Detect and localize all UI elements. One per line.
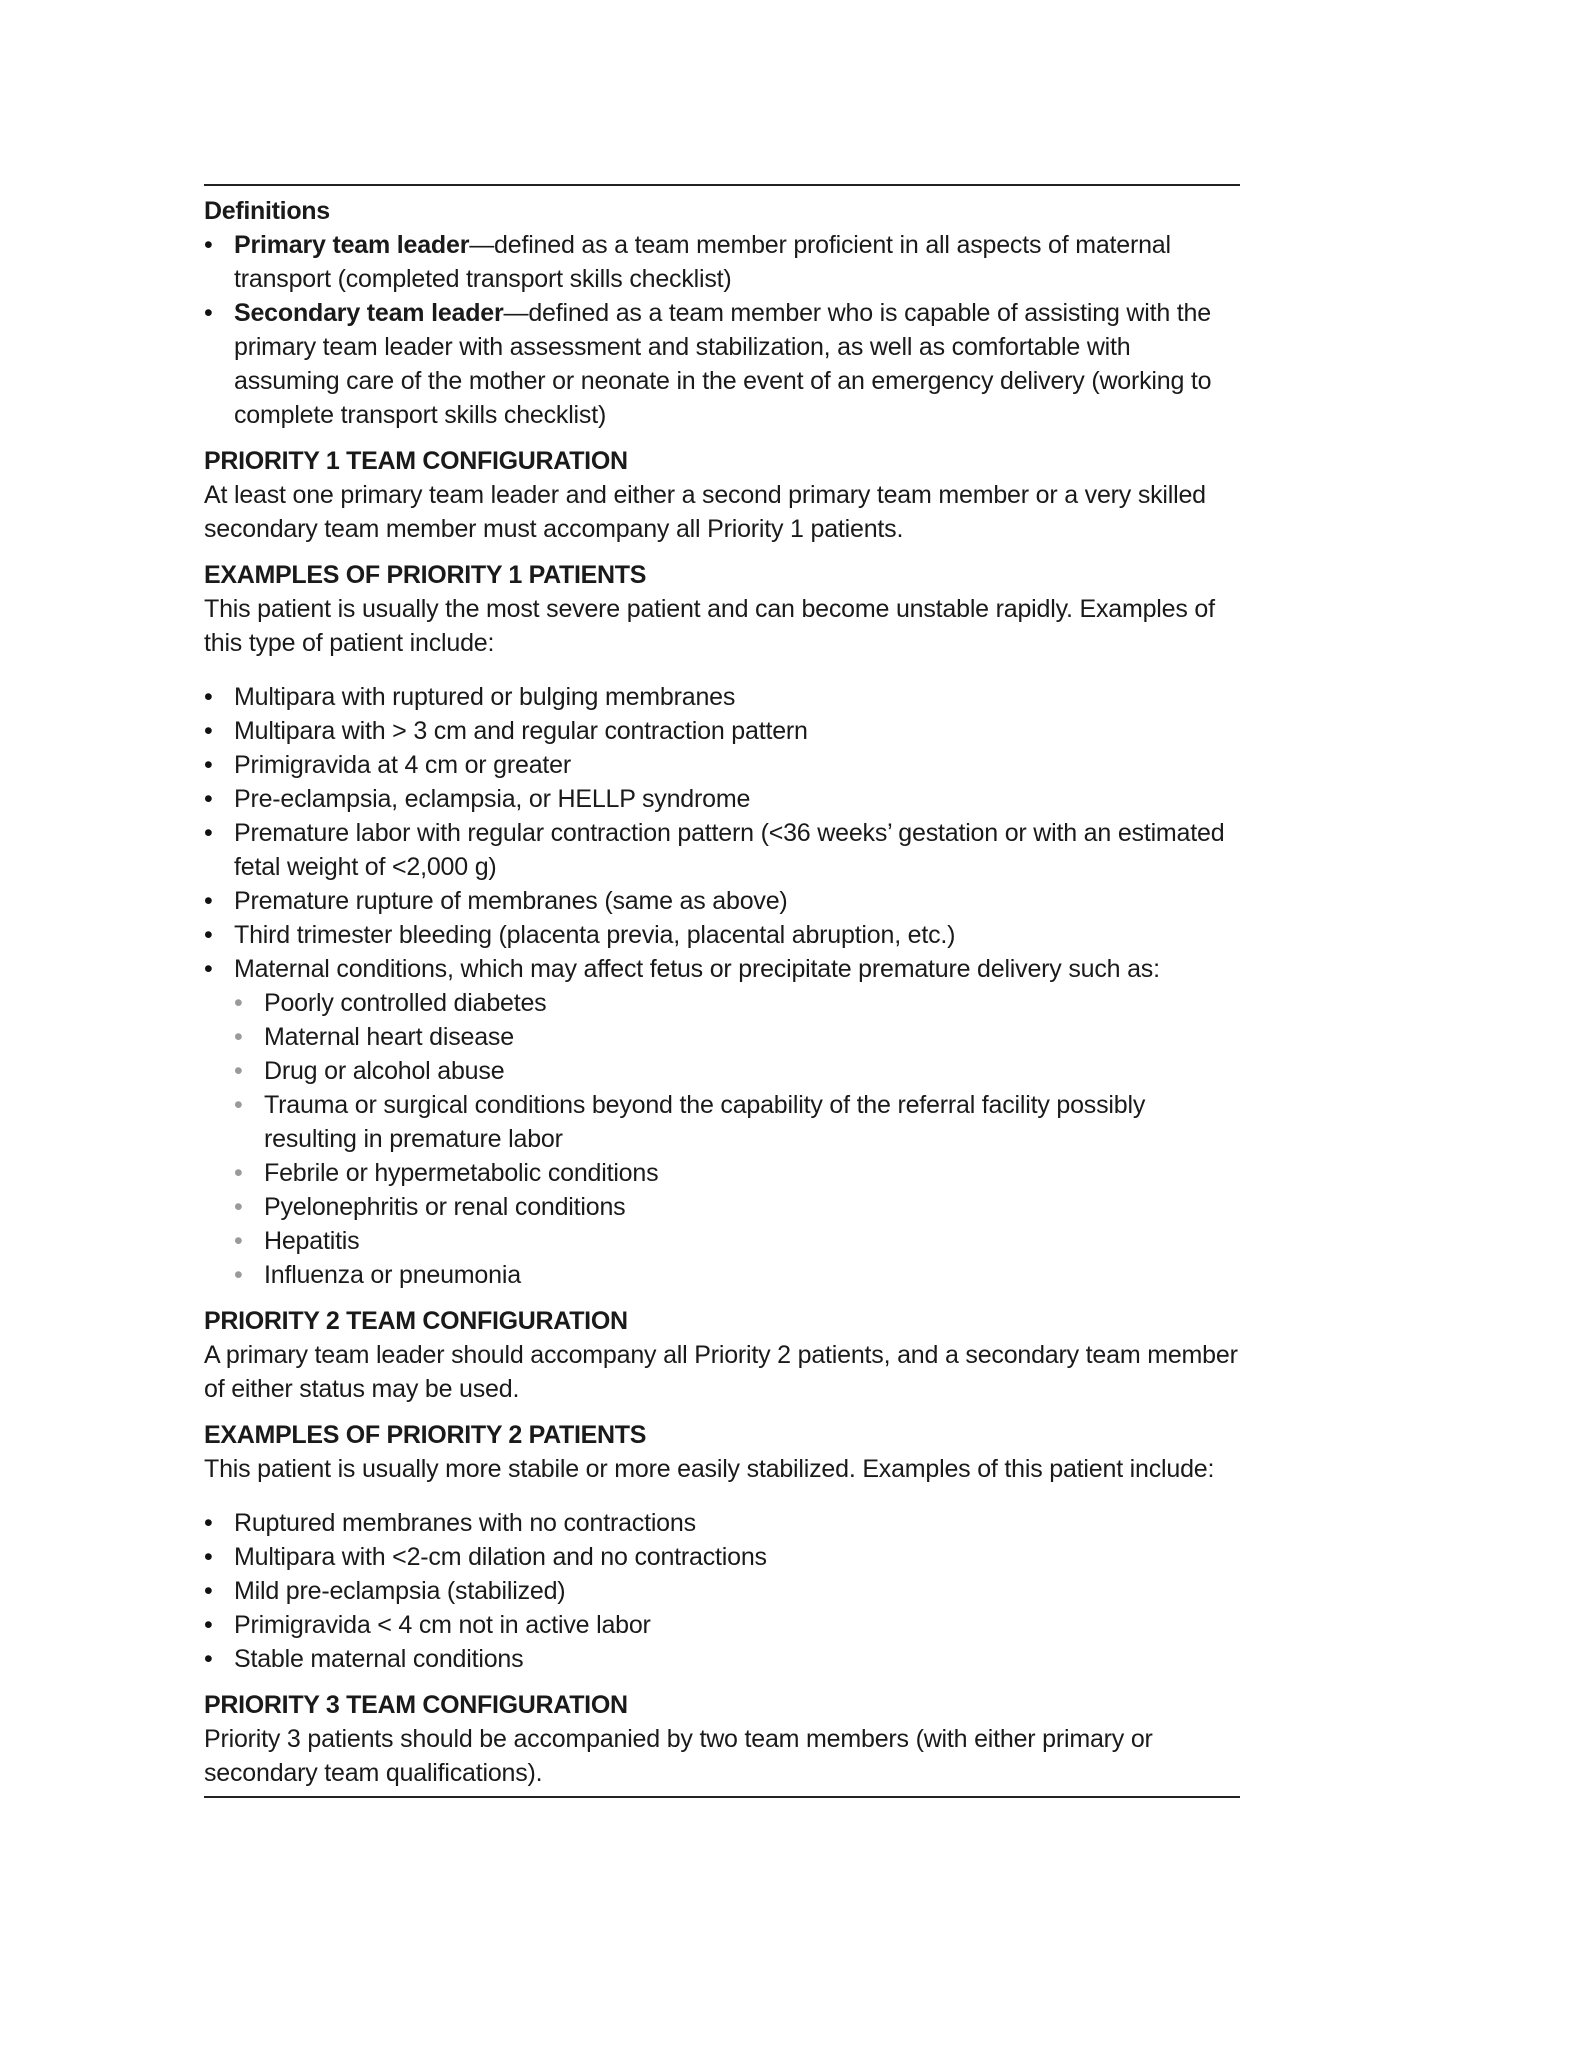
list-item bbox=[204, 1506, 1240, 1540]
definition-text: —defined as a team member proficient in all aspects of maternal transport (completed transport skills checklist) bbox=[234, 231, 1171, 293]
sub-list-item-text: Poorly controlled diabetes bbox=[264, 989, 547, 1017]
sub-list-item-text: Drug or alcohol abuse bbox=[264, 1057, 505, 1085]
definition-item bbox=[204, 228, 1240, 296]
priority-2-examples-intro: This patient is usually more stabile or more easily stabilized. Examples of this patient include: bbox=[204, 1455, 1215, 1483]
top-rule bbox=[204, 184, 1240, 186]
list-item-text: Primigravida at 4 cm or greater bbox=[234, 751, 571, 779]
sub-bullet-icon: • bbox=[234, 1091, 243, 1119]
list-item-text: Primigravida < 4 cm not in active labor bbox=[234, 1611, 651, 1639]
bullet-icon: • bbox=[204, 1543, 213, 1571]
list-item-text: Premature rupture of membranes (same as above) bbox=[234, 887, 788, 915]
bullet-icon: • bbox=[204, 683, 213, 711]
list-item bbox=[204, 884, 1240, 918]
list-item-text: Ruptured membranes with no contractions bbox=[234, 1509, 696, 1537]
list-item-text: Multipara with ruptured or bulging membranes bbox=[234, 683, 736, 711]
bullet-icon: • bbox=[204, 1645, 213, 1673]
sub-list-item bbox=[204, 1224, 1240, 1258]
priority-2-config-heading: PRIORITY 2 TEAM CONFIGURATION bbox=[204, 1307, 628, 1335]
sub-list-item-text: Pyelonephritis or renal conditions bbox=[264, 1193, 626, 1221]
bullet-icon: • bbox=[204, 1611, 213, 1639]
bullet-icon: • bbox=[204, 887, 213, 915]
sub-list-item-text: Febrile or hypermetabolic conditions bbox=[264, 1159, 659, 1187]
definitions-list bbox=[204, 228, 1240, 432]
priority-1-config-heading: PRIORITY 1 TEAM CONFIGURATION bbox=[204, 447, 628, 475]
sub-list-item bbox=[204, 1156, 1240, 1190]
priority-1-examples-heading: EXAMPLES OF PRIORITY 1 PATIENTS bbox=[204, 561, 647, 589]
sub-list-item bbox=[204, 1054, 1240, 1088]
bullet-icon: • bbox=[204, 955, 213, 983]
priority-2-config-text: A primary team leader should accompany all Priority 2 patients, and a secondary team member of either status may be used. bbox=[204, 1341, 1238, 1403]
list-item bbox=[204, 1574, 1240, 1608]
list-item bbox=[204, 952, 1240, 986]
list-item bbox=[204, 918, 1240, 952]
sub-list-item bbox=[204, 1020, 1240, 1054]
list-item-text: Stable maternal conditions bbox=[234, 1645, 524, 1673]
definitions-heading: Definitions bbox=[204, 197, 330, 225]
bullet-icon: • bbox=[204, 299, 213, 327]
bullet-icon: • bbox=[204, 1577, 213, 1605]
sub-bullet-icon: • bbox=[234, 989, 243, 1017]
list-item bbox=[204, 748, 1240, 782]
list-item-text: Third trimester bleeding (placenta previa, placental abruption, etc.) bbox=[234, 921, 956, 949]
sub-list-item-text: Influenza or pneumonia bbox=[264, 1261, 521, 1289]
sub-bullet-icon: • bbox=[234, 1227, 243, 1255]
bullet-icon: • bbox=[204, 751, 213, 779]
list-item bbox=[204, 714, 1240, 748]
list-item bbox=[204, 1540, 1240, 1574]
bullet-icon: • bbox=[204, 1509, 213, 1537]
sub-bullet-icon: • bbox=[234, 1057, 243, 1085]
bottom-rule bbox=[204, 1796, 1240, 1798]
list-item bbox=[204, 1642, 1240, 1676]
sub-bullet-icon: • bbox=[234, 1261, 243, 1289]
priority-2-examples-list bbox=[204, 1506, 1240, 1676]
sub-list-item-text: Maternal heart disease bbox=[264, 1023, 514, 1051]
document-page bbox=[204, 184, 1240, 1798]
sub-list-item bbox=[204, 1258, 1240, 1292]
sub-bullet-icon: • bbox=[234, 1193, 243, 1221]
definition-term: Primary team leader bbox=[234, 231, 470, 259]
sub-list-item bbox=[204, 1088, 1240, 1156]
list-item bbox=[204, 782, 1240, 816]
bullet-icon: • bbox=[204, 717, 213, 745]
bullet-icon: • bbox=[204, 785, 213, 813]
priority-3-config-heading: PRIORITY 3 TEAM CONFIGURATION bbox=[204, 1691, 628, 1719]
sub-list-item-text: Trauma or surgical conditions beyond the capability of the referral facility possibly resulting in premature labor bbox=[264, 1091, 1146, 1153]
priority-3-config-text: Priority 3 patients should be accompanied by two team members (with either primary or secondary team qualifications). bbox=[204, 1725, 1153, 1787]
list-item-text: Maternal conditions, which may affect fetus or precipitate premature delivery such as: bbox=[234, 955, 1160, 983]
list-item-text: Pre-eclampsia, eclampsia, or HELLP syndrome bbox=[234, 785, 751, 813]
definition-item bbox=[204, 296, 1240, 432]
bullet-icon: • bbox=[204, 231, 213, 259]
priority-1-examples-list bbox=[204, 680, 1240, 1292]
priority-1-config-text: At least one primary team leader and either a second primary team member or a very skilled secondary team member must accompany all Priority 1 patients. bbox=[204, 481, 1206, 543]
list-item bbox=[204, 816, 1240, 884]
list-item bbox=[204, 1608, 1240, 1642]
bullet-icon: • bbox=[204, 819, 213, 847]
list-item-text: Premature labor with regular contraction pattern (<36 weeks’ gestation or with an estimated fetal weight of <2,000 g) bbox=[234, 819, 1225, 881]
priority-2-examples-heading: EXAMPLES OF PRIORITY 2 PATIENTS bbox=[204, 1421, 647, 1449]
list-item bbox=[204, 680, 1240, 714]
sub-bullet-icon: • bbox=[234, 1023, 243, 1051]
list-item-text: Multipara with <2-cm dilation and no contractions bbox=[234, 1543, 767, 1571]
sub-bullet-icon: • bbox=[234, 1159, 243, 1187]
definition-text: —defined as a team member who is capable of assisting with the primary team leader with assessment and stabilization, as well as comfortable with assuming care of the mother or neonate in the event of an emergency delivery (working to complete transport skills checklist) bbox=[234, 299, 1212, 429]
definition-term: Secondary team leader bbox=[234, 299, 504, 327]
sub-list-item-text: Hepatitis bbox=[264, 1227, 360, 1255]
list-item-text: Multipara with > 3 cm and regular contraction pattern bbox=[234, 717, 808, 745]
bullet-icon: • bbox=[204, 921, 213, 949]
priority-1-examples-intro: This patient is usually the most severe patient and can become unstable rapidly. Examples of this type of patient include: bbox=[204, 595, 1215, 657]
sub-list-item bbox=[204, 1190, 1240, 1224]
sub-list-item bbox=[204, 986, 1240, 1020]
list-item-text: Mild pre-eclampsia (stabilized) bbox=[234, 1577, 566, 1605]
